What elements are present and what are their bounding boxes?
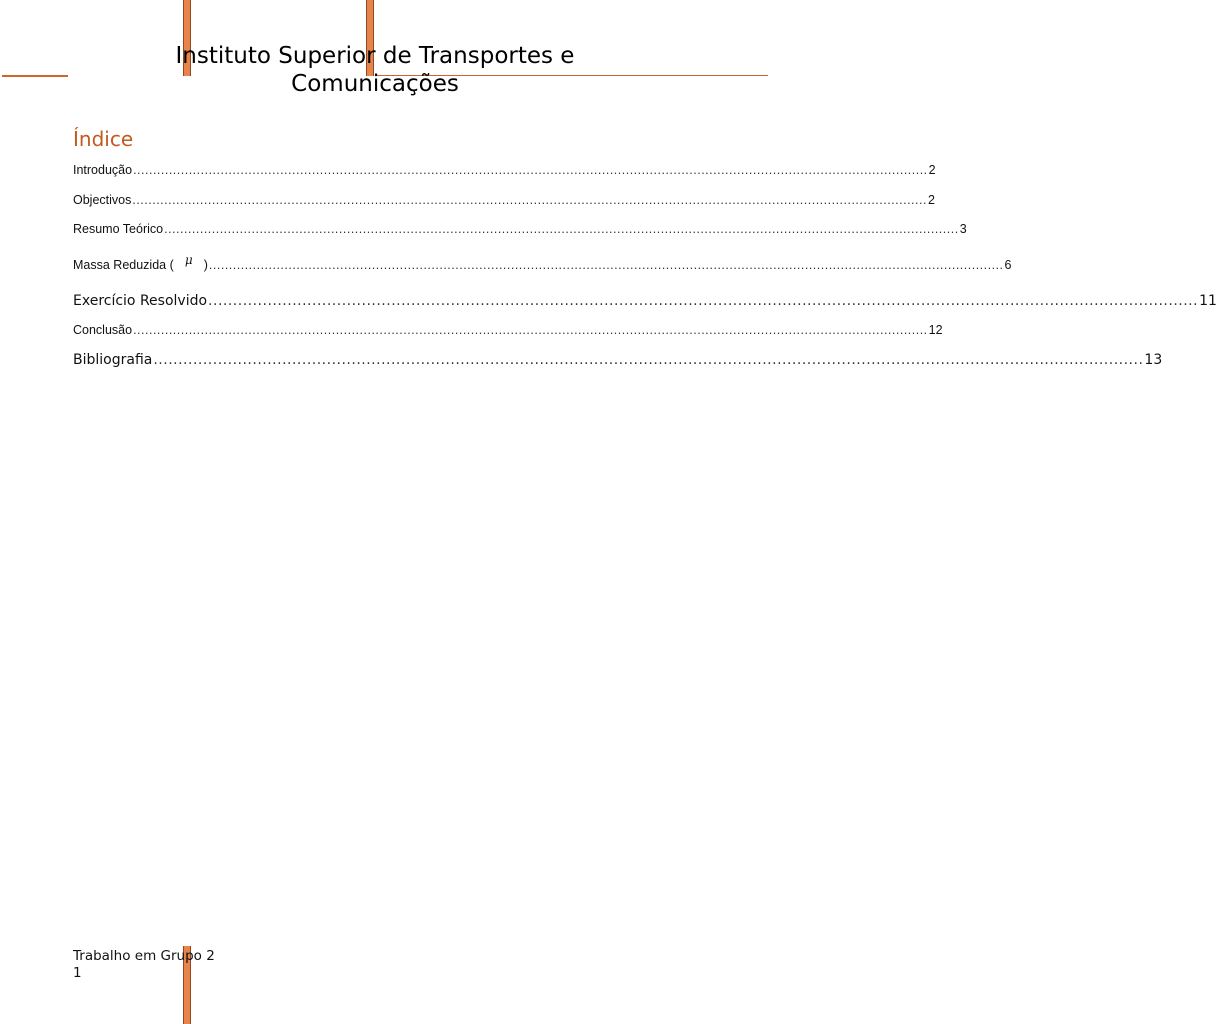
dot-leader: ........................................................................................................................................................................................................	[208, 293, 1199, 309]
toc-entry-page: 12	[928, 323, 943, 337]
header-title-line-1: Instituto Superior de Transportes e	[175, 43, 575, 69]
toc-entry-label-end: )	[203, 258, 208, 272]
toc-heading: Índice	[73, 127, 134, 151]
footer-label: Trabalho em Grupo 2	[73, 948, 215, 964]
page-header-title	[0, 42, 750, 98]
toc-entry-label: Resumo Teórico	[73, 222, 164, 236]
mu-symbol: μ	[184, 253, 193, 267]
toc-entry-page: 2	[928, 163, 936, 177]
dot-leader: ........................................................................................................................................................................................................	[208, 258, 1004, 272]
toc-entry-bibliografia[interactable]	[73, 352, 1163, 368]
page-footer	[73, 948, 215, 982]
header-title-line-2: Comunicações	[291, 71, 459, 97]
toc-entry-label: Objectivos	[73, 193, 132, 207]
dot-leader: ........................................................................................................................................................................................................	[153, 352, 1144, 368]
toc-entry-page: 2	[927, 193, 935, 207]
toc-entry-page: 3	[959, 222, 967, 236]
dot-leader: ........................................................................................................................................................................................................	[132, 193, 927, 207]
toc-entry-massa-reduzida[interactable]	[73, 253, 1012, 272]
toc-entry-conclusao[interactable]	[73, 323, 943, 337]
toc-entry-label-start: Massa Reduzida (	[73, 258, 174, 272]
toc-entry-label	[73, 253, 208, 272]
toc-entry-label: Conclusão	[73, 323, 133, 337]
toc-entry-page: 13	[1144, 352, 1163, 368]
footer-page-number: 1	[73, 965, 82, 981]
toc-entry-resumo-teorico[interactable]	[73, 222, 967, 236]
dot-leader: ........................................................................................................................................................................................................	[133, 323, 928, 337]
toc-entry-page: 11	[1199, 293, 1217, 309]
toc-entry-label: Exercício Resolvido	[73, 293, 208, 309]
dot-leader: ........................................................................................................................................................................................................	[133, 163, 928, 177]
toc-entry-label: Bibliografia	[73, 352, 153, 368]
toc-entry-objectivos[interactable]	[73, 193, 935, 207]
toc-entry-exercicio-resolvido[interactable]	[73, 293, 1217, 309]
toc-entry-label: Introdução	[73, 163, 133, 177]
toc-entry-page: 6	[1004, 258, 1012, 272]
toc-entry-introducao[interactable]	[73, 163, 936, 177]
dot-leader: ........................................................................................................................................................................................................	[164, 222, 959, 236]
